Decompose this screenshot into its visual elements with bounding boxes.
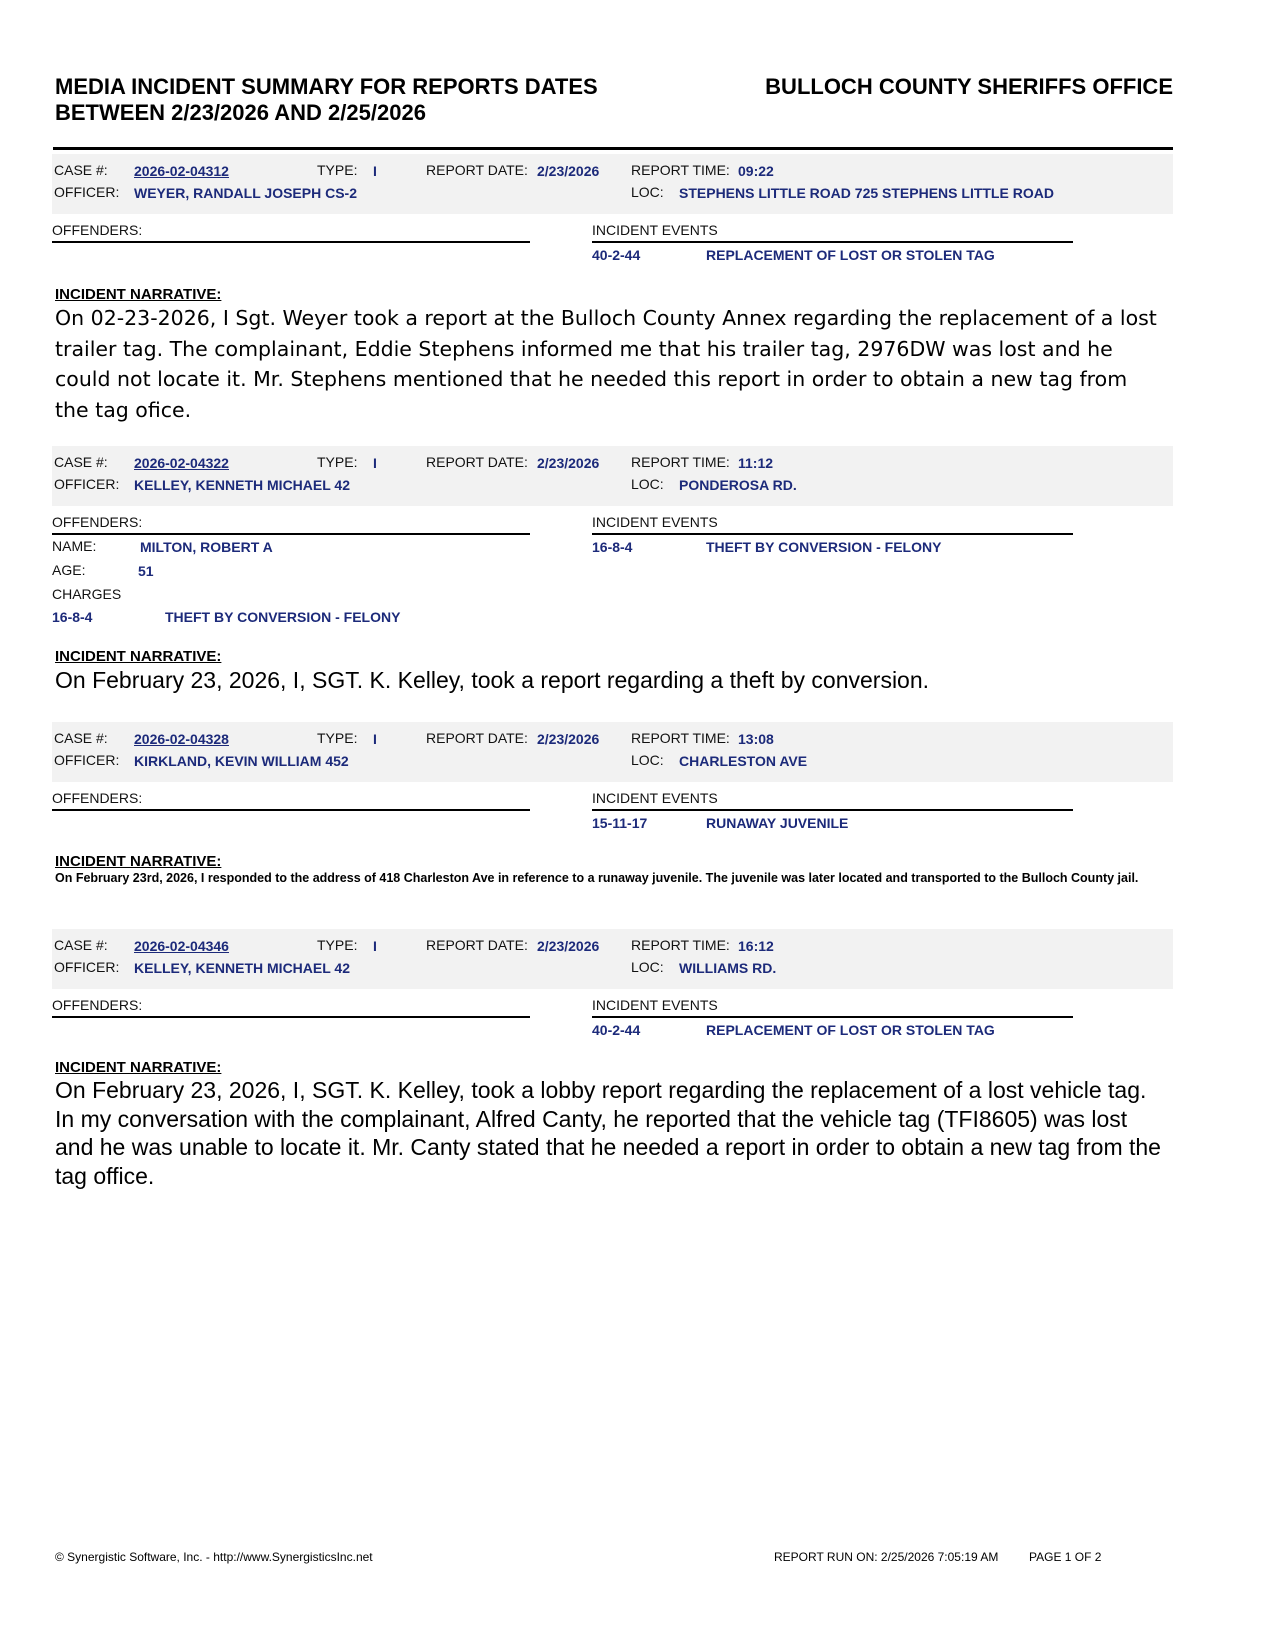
officer-value: WEYER, RANDALL JOSEPH CS-2 bbox=[134, 185, 357, 201]
report-date-value: 2/23/2026 bbox=[537, 455, 600, 471]
type-label: TYPE: bbox=[317, 730, 358, 746]
officer-label: OFFICER: bbox=[54, 184, 120, 200]
type-label: TYPE: bbox=[317, 454, 358, 470]
offender-name-label: NAME: bbox=[52, 538, 97, 554]
incident-narrative-label: INCIDENT NARRATIVE: bbox=[55, 648, 222, 665]
header-divider bbox=[53, 147, 1173, 150]
offenders-label: OFFENDERS: bbox=[52, 222, 143, 238]
event-code: 16-8-4 bbox=[592, 539, 633, 555]
incident-narrative-text: On February 23, 2026, I, SGT. K. Kelley, took a lobby report regarding the replacement of a lost vehicle tag. In my conversation with the complainant, Alfred Canty, he reported that the vehicle tag (TFI8605) was lost and he was unable to locate it. Mr. Canty stated that he needed a report in order to obtain a new tag from the tag office. bbox=[55, 1077, 1161, 1189]
footer-page-number: PAGE 1 OF 2 bbox=[1029, 1550, 1102, 1564]
type-value: I bbox=[373, 731, 377, 747]
loc-value: CHARLESTON AVE bbox=[679, 753, 808, 769]
report-time-label: REPORT TIME: bbox=[631, 162, 730, 178]
report-date-label: REPORT DATE: bbox=[426, 454, 528, 470]
event-description: THEFT BY CONVERSION - FELONY bbox=[706, 539, 942, 555]
case-number-link[interactable]: 2026-02-04346 bbox=[134, 938, 229, 954]
event-code: 40-2-44 bbox=[592, 1022, 641, 1038]
event-description: REPLACEMENT OF LOST OR STOLEN TAG bbox=[706, 1022, 995, 1038]
event-code: 15-11-17 bbox=[592, 815, 648, 831]
case-number-label: CASE #: bbox=[54, 454, 108, 470]
incident-events-label: INCIDENT EVENTS bbox=[592, 790, 718, 806]
type-label: TYPE: bbox=[317, 162, 358, 178]
offender-name-value: MILTON, ROBERT A bbox=[140, 539, 273, 555]
type-value: I bbox=[373, 455, 377, 471]
officer-value: KIRKLAND, KEVIN WILLIAM 452 bbox=[134, 753, 349, 769]
type-value: I bbox=[373, 163, 377, 179]
loc-label: LOC: bbox=[631, 752, 664, 768]
report-time-value: 11:12 bbox=[738, 455, 774, 471]
incident-narrative-label: INCIDENT NARRATIVE: bbox=[55, 853, 222, 870]
incident-events-label: INCIDENT EVENTS bbox=[592, 514, 718, 530]
agency-name: BULLOCH COUNTY SHERIFFS OFFICE bbox=[765, 74, 1173, 99]
officer-label: OFFICER: bbox=[54, 476, 120, 492]
offenders-divider bbox=[52, 809, 530, 811]
report-date-value: 2/23/2026 bbox=[537, 163, 600, 179]
incident-narrative-text: On February 23, 2026, I, SGT. K. Kelley, took a report regarding a theft by conversion. bbox=[55, 667, 930, 693]
report-title-line2: BETWEEN 2/23/2026 AND 2/25/2026 bbox=[55, 100, 426, 125]
report-time-label: REPORT TIME: bbox=[631, 730, 730, 746]
loc-label: LOC: bbox=[631, 184, 664, 200]
offenders-label: OFFENDERS: bbox=[52, 514, 143, 530]
case-number-link[interactable]: 2026-02-04328 bbox=[134, 731, 229, 747]
type-label: TYPE: bbox=[317, 937, 358, 953]
officer-label: OFFICER: bbox=[54, 959, 120, 975]
case-number-label: CASE #: bbox=[54, 730, 108, 746]
incident-events-label: INCIDENT EVENTS bbox=[592, 997, 718, 1013]
loc-label: LOC: bbox=[631, 959, 664, 975]
footer-copyright: © Synergistic Software, Inc. - http://www.SynergisticsInc.net bbox=[55, 1550, 373, 1564]
charges-label: CHARGES bbox=[52, 586, 122, 602]
case-number-link[interactable]: 2026-02-04312 bbox=[134, 163, 229, 179]
report-time-value: 09:22 bbox=[738, 163, 774, 179]
report-date-label: REPORT DATE: bbox=[426, 730, 528, 746]
event-description: RUNAWAY JUVENILE bbox=[706, 815, 849, 831]
offenders-divider bbox=[52, 533, 530, 535]
officer-value: KELLEY, KENNETH MICHAEL 42 bbox=[134, 960, 350, 976]
report-header bbox=[55, 74, 1173, 152]
officer-label: OFFICER: bbox=[54, 752, 120, 768]
loc-value: STEPHENS LITTLE ROAD 725 STEPHENS LITTLE ROAD bbox=[679, 185, 1054, 201]
offenders-label: OFFENDERS: bbox=[52, 997, 143, 1013]
incident-narrative-label: INCIDENT NARRATIVE: bbox=[55, 1059, 222, 1076]
loc-label: LOC: bbox=[631, 476, 664, 492]
incident-narrative-text: On February 23rd, 2026, I responded to the address of 418 Charleston Ave in reference to a runaway juvenile. The juvenile was later located and transported to the Bulloch County jail. bbox=[55, 871, 1139, 885]
offenders-divider bbox=[52, 241, 530, 243]
officer-value: KELLEY, KENNETH MICHAEL 42 bbox=[134, 477, 350, 493]
loc-value: PONDEROSA RD. bbox=[679, 477, 797, 493]
report-time-value: 16:12 bbox=[738, 938, 774, 954]
incident-events-divider bbox=[592, 533, 1073, 535]
event-code: 40-2-44 bbox=[592, 247, 641, 263]
incident-events-divider bbox=[592, 1016, 1073, 1018]
charge-code: 16-8-4 bbox=[52, 609, 93, 625]
offenders-divider bbox=[52, 1016, 530, 1018]
report-time-label: REPORT TIME: bbox=[631, 937, 730, 953]
report-date-label: REPORT DATE: bbox=[426, 162, 528, 178]
incident-narrative-label: INCIDENT NARRATIVE: bbox=[55, 286, 222, 303]
incident-events-divider bbox=[592, 241, 1073, 243]
case-number-link[interactable]: 2026-02-04322 bbox=[134, 455, 229, 471]
footer-report-run: REPORT RUN ON: 2/25/2026 7:05:19 AM bbox=[774, 1550, 999, 1564]
case-number-label: CASE #: bbox=[54, 937, 108, 953]
case-number-label: CASE #: bbox=[54, 162, 108, 178]
offender-age-label: AGE: bbox=[52, 562, 86, 578]
report-title-line1: MEDIA INCIDENT SUMMARY FOR REPORTS DATES bbox=[55, 74, 598, 99]
event-description: REPLACEMENT OF LOST OR STOLEN TAG bbox=[706, 247, 995, 263]
report-date-label: REPORT DATE: bbox=[426, 937, 528, 953]
report-date-value: 2/23/2026 bbox=[537, 938, 600, 954]
offender-age-value: 51 bbox=[138, 563, 154, 579]
offenders-label: OFFENDERS: bbox=[52, 790, 143, 806]
charge-description: THEFT BY CONVERSION - FELONY bbox=[165, 609, 401, 625]
loc-value: WILLIAMS RD. bbox=[679, 960, 777, 976]
type-value: I bbox=[373, 938, 377, 954]
report-time-label: REPORT TIME: bbox=[631, 454, 730, 470]
incident-narrative-text: On 02-23-2026, I Sgt. Weyer took a report at the Bulloch County Annex regarding the replacement of a lost trailer tag. The complainant, Eddie Stephens informed me that his trailer tag, 2976DW was lost and he could not locate it. Mr. Stephens mentioned that he needed this report in order to obtain a new tag from the tag ofice. bbox=[55, 306, 1157, 422]
incident-events-divider bbox=[592, 809, 1073, 811]
report-time-value: 13:08 bbox=[738, 731, 774, 747]
report-date-value: 2/23/2026 bbox=[537, 731, 600, 747]
incident-events-label: INCIDENT EVENTS bbox=[592, 222, 718, 238]
report-title bbox=[55, 74, 598, 126]
